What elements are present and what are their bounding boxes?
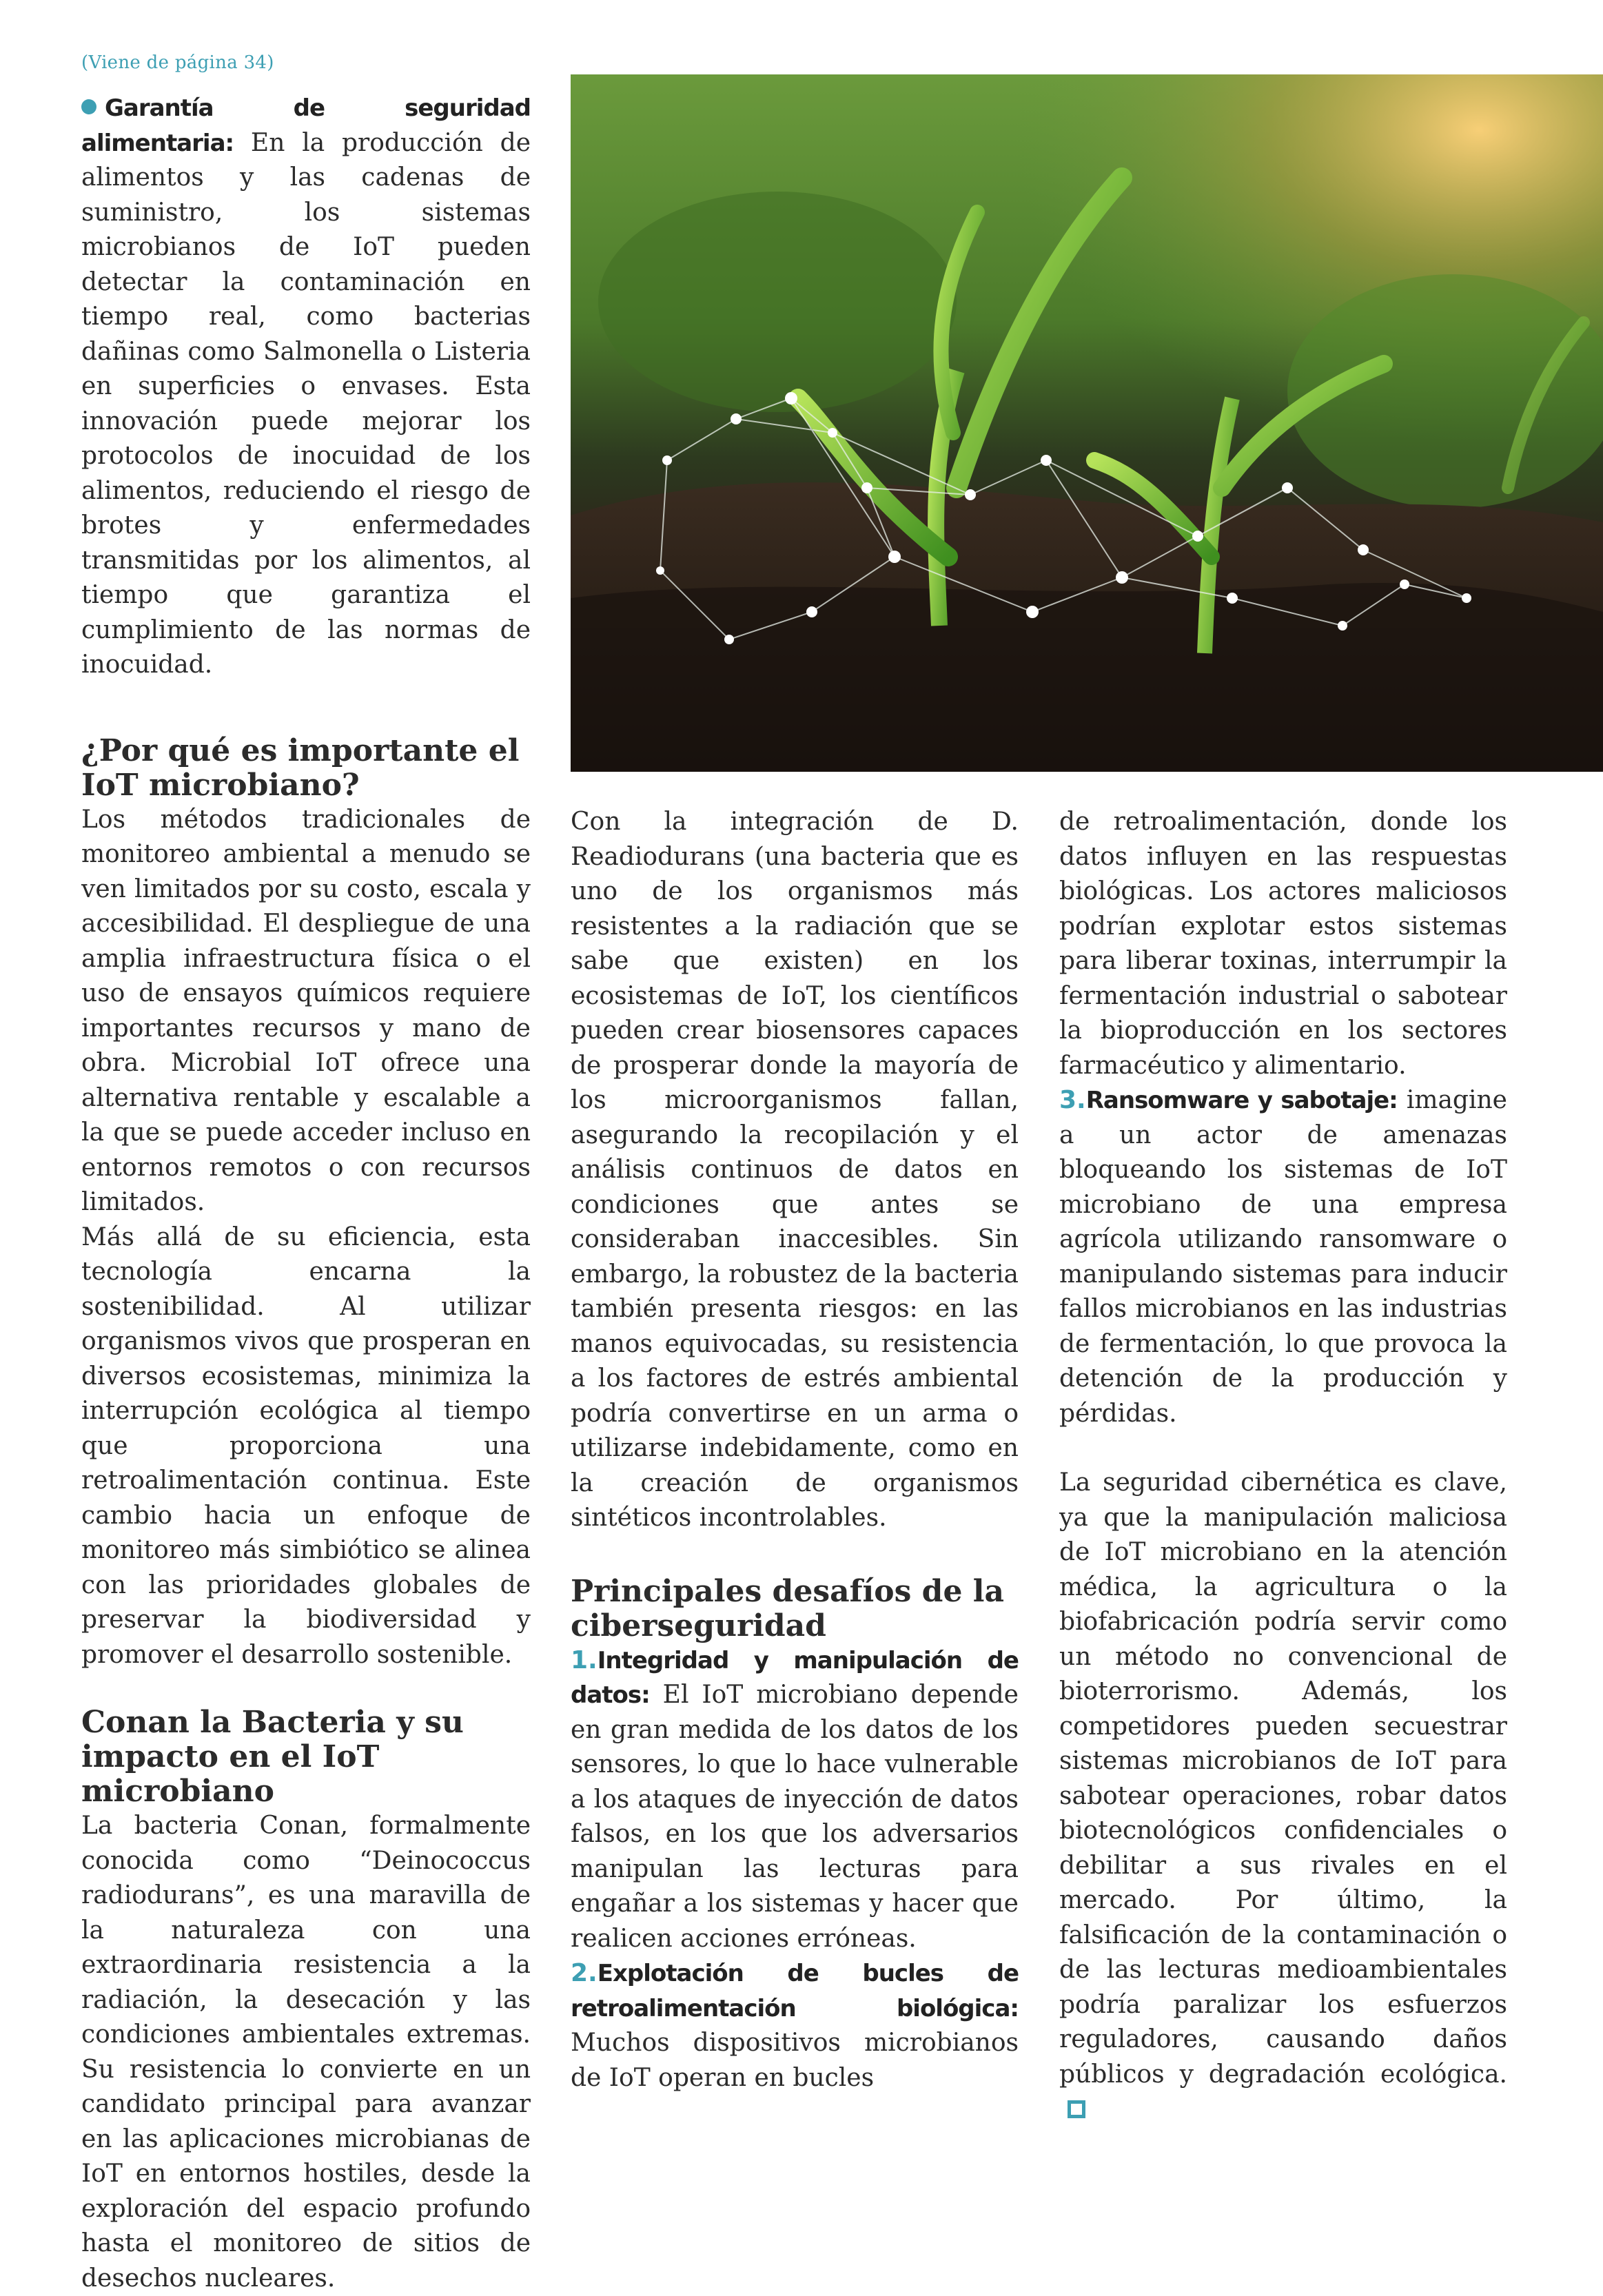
item-2-number: 2. bbox=[571, 1959, 598, 1987]
item-1-number: 1. bbox=[571, 1646, 598, 1674]
item-2-lead: Explotación de bucles de retroalimentación biológica: bbox=[571, 1960, 1019, 2022]
closing-paragraph bbox=[1059, 1466, 1507, 2127]
photo-illustration bbox=[571, 74, 1603, 772]
food-safety-lead: Garantía de seguridad alimentaria: bbox=[81, 94, 531, 157]
challenge-item-3 bbox=[1059, 1083, 1507, 1431]
column-left bbox=[81, 91, 531, 2296]
challenge-item-1 bbox=[571, 1643, 1019, 1957]
radiodurans-paragraph: Con la integración de D. Readiodurans (una bacteria que es uno de los organismos más resistentes a la radiación que se sabe que existen) en los ecosistemas de IoT, los científicos pueden crear biosensores capaces de prosperar donde la mayoría de los microorganismos fallan, asegurando la recopilación y el análisis continuos de datos en condiciones que antes se consideraban inaccesibles. Sin embargo, la robustez de la bacteria también presenta riesgos: en las manos equivocadas, su resistencia a los factores de estrés ambiental podría convertirse en un arma o utilizarse indebidamente, como en la creación de organismos sintéticos incontrolables. bbox=[571, 808, 1019, 1532]
bullet-dot-icon bbox=[81, 99, 96, 114]
item-3-number: 3. bbox=[1059, 1086, 1086, 1114]
item-1-lead: Integridad y manipulación de datos: bbox=[571, 1646, 1019, 1709]
item-1-text: El IoT microbiano depende en gran medida de los datos de los sensores, lo que lo hace vulnerable a los ataques de inyección de datos falsos, en los que los adversarios manipulan las lecturas para engañar a los sistemas y hacer que realicen acciones erróneas. bbox=[571, 1681, 1019, 1953]
item-2-continuation: de retroalimentación, donde los datos influyen en las respuestas biológicas. Los actores maliciosos podrían explotar estos sistemas para liberar toxinas, interrumpir la fermentación industrial o sabotear la bioproducción en los sectores farmacéutico y alimentario. bbox=[1059, 808, 1507, 1080]
column-right bbox=[1059, 805, 1507, 2127]
why-paragraph-1: Los métodos tradicionales de monitoreo ambiental a menudo se ven limitados por su costo, escala y accesibilidad. El despliegue de una amplia infraestructura física o el uso de ensayos químicos requiere importantes recursos y mano de obra. Microbial IoT ofrece una alternativa rentable y escalable a la que se puede acceder incluso en entornos remotos o con recursos limitados. bbox=[81, 805, 531, 1216]
item-3-lead: Ransomware y sabotaje: bbox=[1085, 1087, 1398, 1114]
food-safety-text: En la producción de alimentos y las cadenas de suministro, los sistemas microbianos de IoT pueden detectar la contaminación en tiempo real, como bacterias dañinas como Salmonella o Listeria en superficies o envases. Esta innovación puede mejorar los protocolos de inocuidad de los alimentos, reduciendo el riesgo de brotes y enfermedades transmitidas por los alimentos, al tiempo que garantiza el cumplimiento de las normas de inocuidad. bbox=[81, 128, 531, 679]
challenge-item-2 bbox=[571, 1956, 1019, 2095]
heading-conan: Conan la Bacteria y su impacto en el IoT microbiano bbox=[81, 1705, 464, 1809]
conan-paragraph: La bacteria Conan, formalmente conocida como “Deinococcus radiodurans”, es una maravilla de la naturaleza con una extraordinaria resistencia a la radiación, la desecación y las condiciones ambientales extremas. Su resistencia lo convierte en un candidato principal para avanzar en las aplicaciones microbianas de IoT en entornos hostiles, desde la exploración del espacio profundo hasta el monitoreo de sitios de desechos nucleares. bbox=[81, 1812, 531, 2293]
closing-text: La seguridad cibernética es clave, ya que la manipulación maliciosa de IoT microbiano en la atención médica, la agricultura o la biofabricación podría servir como un método no convencional de bioterrorismo. Además, los competidores pueden secuestrar sistemas microbianos de IoT para sabotear operaciones, robar datos biotecnológicos confidenciales o debilitar a sus rivales en el mercado. Por último, la falsificación de la contaminación o de las lecturas medioambientales podría paralizar los esfuerzos reguladores, causando daños públicos y degradación ecológica. bbox=[1059, 1468, 1507, 2089]
heading-why-important: ¿Por qué es importante el IoT microbiano? bbox=[81, 732, 520, 803]
seedlings-network-photo bbox=[571, 74, 1603, 772]
item-3-text: imagine a un actor de amenazas bloqueando los sistemas de IoT microbiano de una empresa agrícola utilizando ransomware o manipulando sistemas para inducir fallos microbianos en las industrias de fermentación, lo que provoca la detención de la producción y pérdidas. bbox=[1059, 1086, 1507, 1428]
continued-from-note: (Viene de página 34) bbox=[81, 52, 274, 73]
column-middle bbox=[571, 805, 1019, 2095]
food-safety-paragraph bbox=[81, 91, 531, 683]
why-paragraph-2: Más allá de su eficiencia, esta tecnología encarna la sostenibilidad. Al utilizar organismos vivos que prosperan en diversos ecosistemas, minimiza la interrupción ecológica al tiempo que proporciona una retroalimentación continua. Este cambio hacia un enfoque de monitoreo más simbiótico se alinea con las prioridades globales de preservar la biodiversidad y promover el desarrollo sostenible. bbox=[81, 1222, 531, 1669]
heading-cyber-challenges: Principales desafíos de la ciberseguridad bbox=[571, 1573, 1004, 1643]
item-2-text: Muchos dispositivos microbianos de IoT operan en bucles bbox=[571, 2029, 1019, 2092]
end-of-article-icon bbox=[1068, 2100, 1085, 2118]
